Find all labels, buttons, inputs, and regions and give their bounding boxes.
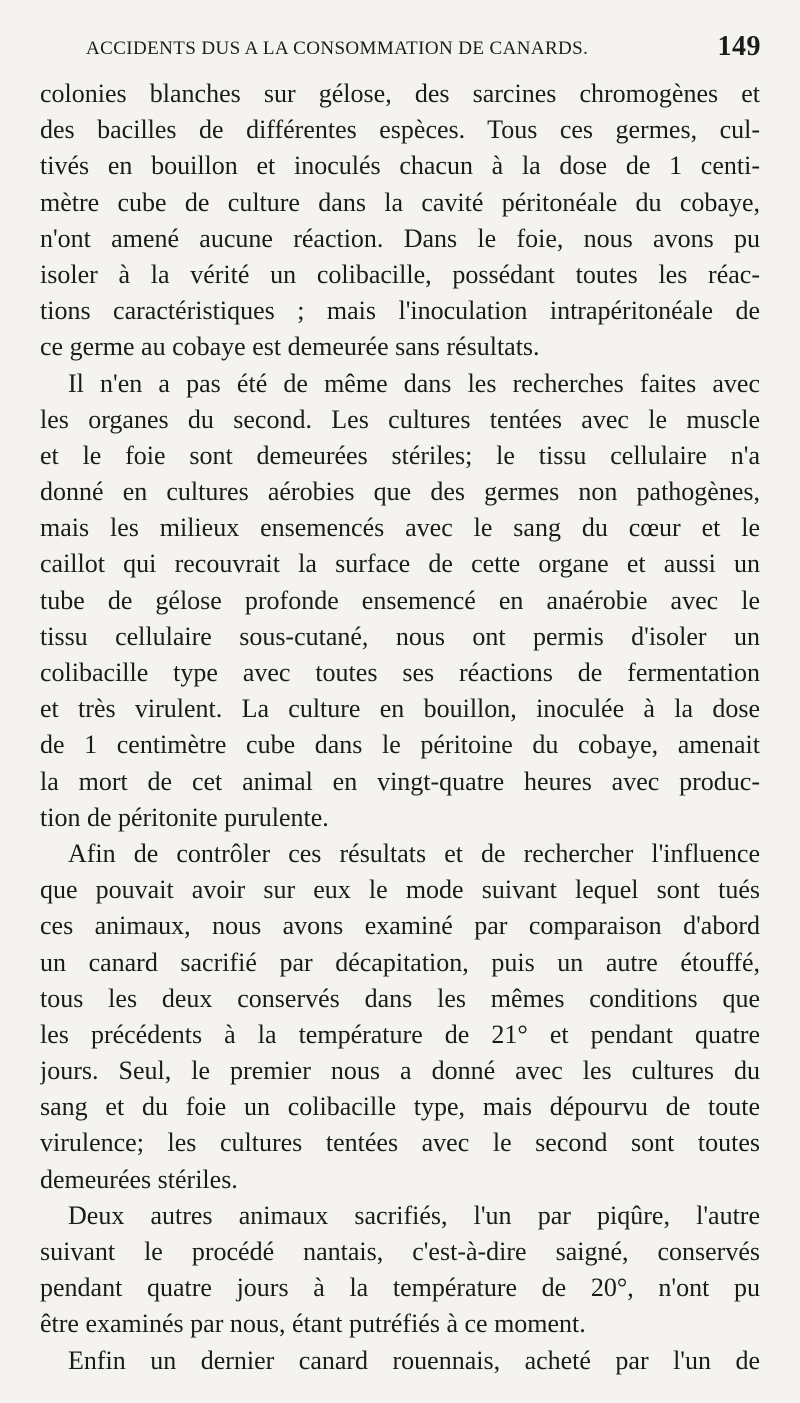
- text-line: suivant le procédé nantais, c'est-à-dire saigné, conservés: [40, 1237, 760, 1266]
- paragraph: [40, 76, 760, 366]
- text-line: tion de péritonite purulente.: [40, 802, 329, 832]
- text-line: être examinés par nous, étant putréfiés à ce moment.: [40, 1309, 586, 1339]
- text-line: Afin de contrôler ces résultats et de rechercher l'influence: [68, 838, 760, 868]
- text-line: des bacilles de différentes espèces. Tous ces germes, cul-: [40, 115, 760, 145]
- text-line: les précédents à la température de 21° et pendant quatre: [40, 1019, 760, 1049]
- text-line: caillot qui recouvrait la surface de cette organe et aussi un: [40, 549, 760, 579]
- paragraph: [40, 1198, 760, 1343]
- text-line: jours. Seul, le premier nous a donné avec les cultures du: [40, 1056, 760, 1086]
- text-line: tissu cellulaire sous-cutané, nous ont permis d'isoler un: [40, 621, 760, 651]
- text-line: colonies blanches sur gélose, des sarcines chromogènes et: [40, 79, 760, 108]
- text-line: ce germe au cobaye est demeurée sans résultats.: [40, 332, 540, 362]
- text-line: Enfin un dernier canard rouennais, acheté par l'un de: [68, 1345, 760, 1375]
- text-line: tous les deux conservés dans les mêmes conditions que: [40, 983, 760, 1013]
- text-line: donné en cultures aérobies que des germes non pathogènes,: [40, 477, 760, 507]
- text-line: n'ont amené aucune réaction. Dans le foie, nous avons pu: [40, 223, 760, 253]
- text-line: de 1 centimètre cube dans le péritoine du cobaye, amenait: [40, 730, 760, 760]
- paragraph: [40, 366, 760, 836]
- text-line: pendant quatre jours à la température de 20°, n'ont pu: [40, 1273, 760, 1303]
- text-line: isoler à la vérité un colibacille, possédant toutes les réac-: [40, 259, 760, 289]
- body-text: [40, 76, 760, 1379]
- text-line: tivés en bouillon et inoculés chacun à la dose de 1 centi-: [40, 151, 760, 181]
- text-line: que pouvait avoir sur eux le mode suivant lequel sont tués: [40, 875, 760, 905]
- page-header: [86, 31, 761, 68]
- text-line: mètre cube de culture dans la cavité péritonéale du cobaye,: [40, 187, 760, 217]
- text-line: et très virulent. La culture en bouillon, inoculée à la dose: [40, 694, 760, 724]
- text-line: demeurées stériles.: [40, 1164, 238, 1194]
- text-line: mais les milieux ensemencés avec le sang du cœur et le: [40, 513, 760, 543]
- text-line: la mort de cet animal en vingt-quatre heures avec produc-: [40, 766, 760, 796]
- page-number: 149: [717, 31, 761, 62]
- text-line: tions caractéristiques ; mais l'inoculation intrapéritonéale de: [40, 296, 760, 326]
- text-line: ces animaux, nous avons examiné par comparaison d'abord: [40, 911, 760, 941]
- text-line: et le foie sont demeurées stériles; le tissu cellulaire n'a: [40, 440, 760, 470]
- text-line: Il n'en a pas été de même dans les recherches faites avec: [68, 368, 760, 398]
- paragraph: [40, 1343, 760, 1379]
- text-line: sang et du foie un colibacille type, mais dépourvu de toute: [40, 1092, 760, 1122]
- text-line: colibacille type avec toutes ses réactions de fermentation: [40, 658, 760, 687]
- text-line: tube de gélose profonde ensemencé en anaérobie avec le: [40, 585, 760, 615]
- running-title: ACCIDENTS DUS A LA CONSOMMATION DE CANARDS.: [86, 38, 589, 59]
- text-line: un canard sacrifié par décapitation, puis un autre étouffé,: [40, 947, 760, 977]
- paragraph: [40, 836, 760, 1198]
- text-line: virulence; les cultures tentées avec le second sont toutes: [40, 1128, 760, 1158]
- text-line: les organes du second. Les cultures tentées avec le muscle: [40, 404, 760, 434]
- text-line: Deux autres animaux sacrifiés, l'un par piqûre, l'autre: [68, 1200, 760, 1230]
